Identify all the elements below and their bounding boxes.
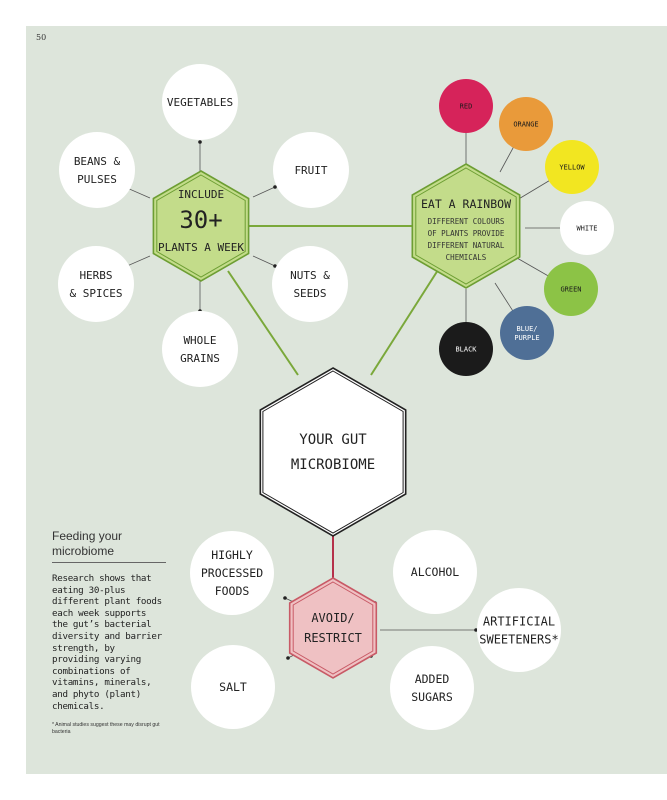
page-number: 50 <box>36 33 47 42</box>
hub-your-gut-microbiome <box>260 368 405 536</box>
sidebar-heading <box>52 529 166 563</box>
plant-node-beans-pulses-label-line1: BEANS & <box>73 155 121 168</box>
connector-dot-vegetables <box>198 140 202 144</box>
connector-herbs-spices <box>127 256 150 266</box>
hub-include-30-line1: INCLUDE <box>177 188 225 201</box>
avoid-node-alcohol <box>393 530 477 614</box>
hub-include-30-line3: PLANTS A WEEK <box>157 241 245 254</box>
plant-node-vegetables-label-line1: VEGETABLES <box>166 96 234 109</box>
avoid-node-highly-processed-foods-label-line2: PROCESSED <box>200 566 264 581</box>
colour-node-black <box>439 322 493 376</box>
colour-label-red: RED <box>459 102 473 111</box>
hub-avoid-line2: RESTRICT <box>304 631 362 645</box>
hub-rainbow-desc-line3: DIFFERENT NATURAL <box>427 241 505 250</box>
colour-label-yellow: YELLOW <box>559 163 585 172</box>
connector-dot-salt <box>286 656 290 660</box>
plant-node-beans-pulses <box>59 132 135 208</box>
colour-label-white: WHITE <box>576 224 598 233</box>
hub-rainbow-desc-line1: DIFFERENT COLOURS <box>427 217 505 226</box>
plant-node-whole-grains-label-line2: GRAINS <box>180 352 220 365</box>
colour-label-blue-purple-2: PURPLE <box>514 333 540 342</box>
avoid-node-artificial-sweeteners-circle <box>477 588 561 672</box>
plant-node-whole-grains-label-line1: WHOLE <box>183 334 217 347</box>
hub-eat-a-rainbow-outer <box>412 164 519 288</box>
plant-node-vegetables <box>162 64 238 140</box>
avoid-node-highly-processed-foods-label-line3: FOODS <box>214 584 250 599</box>
sidebar-footnote: * Animal studies suggest these may disrupt gut bacteria <box>52 722 160 736</box>
sidebar-heading-line2: microbiome <box>52 544 115 558</box>
connector-dot-fruit <box>273 185 277 189</box>
connector-fruit <box>253 187 275 197</box>
colour-node-green <box>544 262 598 316</box>
connector-dot-highly-processed-foods <box>283 596 287 600</box>
plant-node-nuts-seeds-label-line2: SEEDS <box>293 287 327 300</box>
plant-node-nuts-seeds-label-line1: NUTS & <box>290 269 330 282</box>
colour-node-red <box>439 79 493 133</box>
colour-label-orange: ORANGE <box>513 120 539 129</box>
colour-node-blue-purple <box>500 306 554 360</box>
connector-beans-pulses <box>127 188 150 198</box>
colour-label-black: BLACK <box>455 345 477 354</box>
avoid-node-salt <box>191 645 275 729</box>
plant-node-herbs-spices-circle <box>58 246 134 322</box>
sidebar-body-text: Research shows that eating 30-plus different plant foods each week supports the gut’s bacterial diversity and barrier strength, by providing varying combinations of vitamins, minerals, and phyto (plant) chemicals. <box>52 573 162 712</box>
plant-node-beans-pulses-circle <box>59 132 135 208</box>
plant-node-nuts-seeds <box>272 246 348 322</box>
avoid-node-artificial-sweeteners-label-line2: SWEETENERS* <box>479 632 559 647</box>
avoid-node-alcohol-label-line1: ALCOHOL <box>410 565 460 580</box>
sidebar-heading-line1: Feeding your <box>52 529 123 543</box>
sidebar-feeding-microbiome <box>52 529 166 736</box>
hub-eat-a-rainbow <box>412 164 519 288</box>
connector-nuts-seeds <box>253 256 275 266</box>
hub-avoid-restrict <box>290 578 377 678</box>
avoid-node-added-sugars-circle <box>390 646 474 730</box>
plant-node-fruit-label-line1: FRUIT <box>294 164 328 177</box>
plant-node-nuts-seeds-circle <box>272 246 348 322</box>
plant-node-herbs-spices-label-line2: & SPICES <box>69 287 123 300</box>
plant-node-fruit <box>273 132 349 208</box>
colour-label-green: GREEN <box>560 285 582 294</box>
hub-include-30-big: 30+ <box>179 206 223 234</box>
plant-node-whole-grains-circle <box>162 311 238 387</box>
hub-avoid-line1: AVOID/ <box>311 611 355 625</box>
plant-node-herbs-spices-label-line1: HERBS <box>79 269 113 282</box>
hub-include-30-plants <box>153 171 248 281</box>
plant-node-herbs-spices <box>58 246 134 322</box>
avoid-node-artificial-sweeteners <box>477 588 561 672</box>
avoid-node-added-sugars-label-line2: SUGARS <box>411 690 453 705</box>
plant-node-beans-pulses-label-line2: PULSES <box>77 173 117 186</box>
avoid-node-added-sugars-label-line1: ADDED <box>414 672 450 687</box>
colour-node-orange <box>499 97 553 151</box>
hub-avoid-restrict-outer <box>290 578 377 678</box>
colour-node-white <box>560 201 614 255</box>
hub-rainbow-title: EAT A RAINBOW <box>420 197 512 211</box>
colour-node-yellow <box>545 140 599 194</box>
hub-center-line2: MICROBIOME <box>290 457 376 473</box>
avoid-node-salt-label-line1: SALT <box>219 680 247 695</box>
plant-node-whole-grains <box>162 311 238 387</box>
colour-label-blue-purple-1: BLUE/ <box>516 324 538 333</box>
avoid-node-added-sugars <box>390 646 474 730</box>
hub-your-gut-microbiome-outer <box>260 368 405 536</box>
connector-rainbow-center <box>371 270 438 375</box>
hub-rainbow-desc-line2: OF PLANTS PROVIDE <box>427 229 505 238</box>
avoid-node-artificial-sweeteners-label-line1: ARTIFICIAL <box>482 614 556 629</box>
hub-rainbow-desc-line4: CHEMICALS <box>445 253 487 262</box>
avoid-node-highly-processed-foods-label-line1: HIGHLY <box>211 548 253 563</box>
hub-center-line1: YOUR GUT <box>299 432 367 448</box>
avoid-node-highly-processed-foods <box>190 531 274 615</box>
